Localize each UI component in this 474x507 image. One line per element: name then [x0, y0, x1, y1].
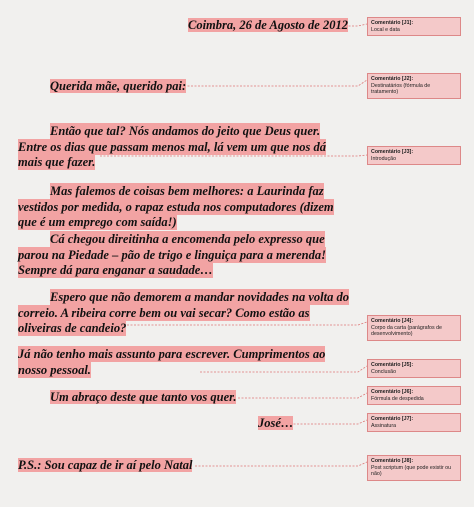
- comment-title: Comentário [J7]:: [371, 416, 414, 422]
- comment-j2[interactable]: [367, 73, 461, 99]
- comment-text: Local e data: [371, 26, 400, 33]
- paragraph-body-3: [18, 290, 350, 337]
- letter-postscript: [18, 458, 192, 473]
- comment-j6[interactable]: [367, 386, 461, 405]
- paragraph-body-2-text: Cá chegou direitinha a encomenda pelo expresso que parou na Piedade – pão de trigo e linguiça para a merenda! Sempre dá para enganar a saudade…: [18, 232, 326, 277]
- letter-date: [188, 18, 348, 33]
- connector-j1: [345, 24, 367, 26]
- comment-title: Comentário [J4]:: [371, 318, 414, 324]
- letter-farewell: [50, 390, 236, 405]
- comment-title: Comentário [J2]:: [371, 76, 414, 82]
- comment-text: Fórmula de despedida: [371, 395, 424, 402]
- connector-j8: [195, 462, 367, 466]
- letter-signature: [258, 416, 293, 431]
- comment-text: Conclusão: [371, 368, 397, 375]
- comment-j1[interactable]: [367, 17, 461, 36]
- comment-text: Introdução: [371, 155, 397, 162]
- comment-j3[interactable]: [367, 146, 461, 165]
- postscript-text: P.S.: Sou capaz de ir aí pelo Natal: [18, 458, 193, 472]
- signature-text: José…: [258, 416, 294, 430]
- farewell-text: Um abraço deste que tanto vos quer.: [50, 390, 237, 404]
- connector-j7: [290, 420, 367, 424]
- connector-j2: [184, 80, 367, 86]
- comment-text: Corpo da carta (parágrafos de desenvolvimento): [371, 324, 442, 338]
- paragraph-body-1-text: Mas falemos de coisas bem melhores: a Laurinda faz vestidos por medida, o rapaz estuda nos computadores (dizem que é um emprego com saída!): [18, 184, 334, 229]
- paragraph-body-1: [18, 184, 350, 231]
- paragraph-conclusion: [18, 347, 350, 378]
- comment-j4[interactable]: [367, 315, 461, 341]
- comment-title: Comentário [J5]:: [371, 362, 414, 368]
- comment-j7[interactable]: [367, 413, 461, 432]
- comment-title: Comentário [J3]:: [371, 149, 414, 155]
- paragraph-body-2: [18, 232, 350, 279]
- paragraph-intro-text: Então que tal? Nós andamos do jeito que Deus quer. Entre os dias que passam menos mal, lá vem um que nos dá mais que fazer.: [18, 124, 327, 169]
- paragraph-body-3-text: Espero que não demorem a mandar novidades na volta do correio. A ribeira corre bem ou vai secar? Como estão as oliveiras de candeio?: [18, 290, 349, 335]
- comment-text: Post scriptum (que pode existir ou não): [371, 464, 452, 478]
- date-text: Coimbra, 26 de Agosto de 2012: [188, 18, 348, 32]
- comment-title: Comentário [J6]:: [371, 389, 414, 395]
- comment-title: Comentário [J8]:: [371, 458, 414, 464]
- comment-text: Assinatura: [371, 422, 397, 429]
- paragraph-intro: [18, 124, 350, 171]
- comment-title: Comentário [J1]:: [371, 20, 414, 26]
- paragraph-conclusion-text: Já não tenho mais assunto para escrever. Cumprimentos ao nosso pessoal.: [18, 347, 326, 377]
- comment-text: Destinatários (fórmula de tratamento): [371, 82, 431, 96]
- greeting-text: Querida mãe, querido pai:: [50, 79, 187, 93]
- connector-j6: [238, 393, 367, 398]
- letter-greeting: [50, 79, 186, 94]
- comment-j5[interactable]: [367, 359, 461, 378]
- comment-j8[interactable]: [367, 455, 461, 481]
